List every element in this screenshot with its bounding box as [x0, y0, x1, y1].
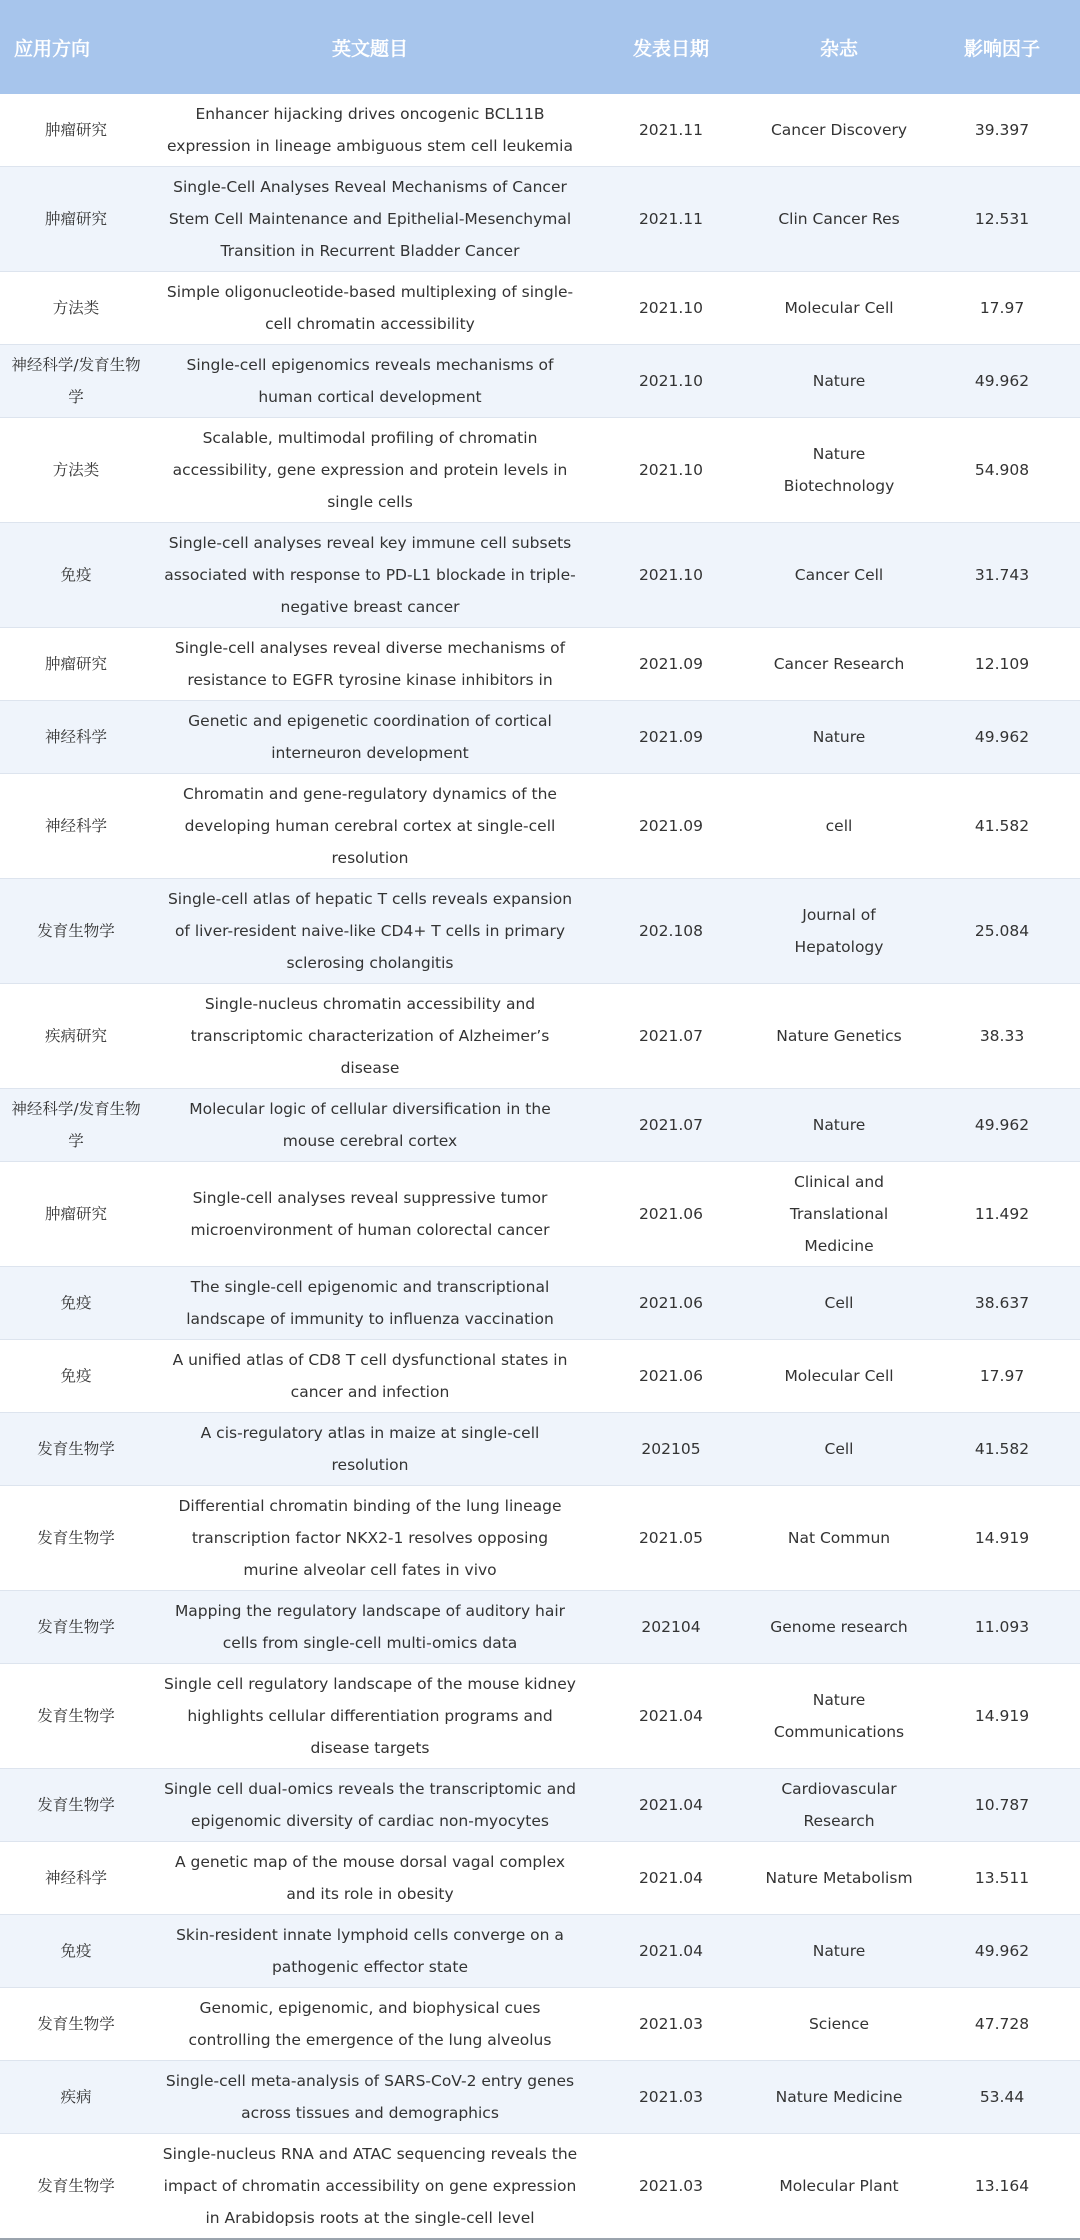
journal-cell: Nature Medicine — [754, 2061, 924, 2134]
title-cell: Genetic and epigenetic coordination of cortical interneuron development — [152, 701, 588, 774]
date-cell: 2021.10 — [588, 272, 754, 345]
header-date: 发表日期 — [632, 37, 709, 60]
table-row — [0, 1089, 1080, 1162]
journal-cell: Nature Biotechnology — [754, 418, 924, 523]
table-row — [0, 879, 1080, 984]
table-row — [0, 1340, 1080, 1413]
title-cell: Enhancer hijacking drives oncogenic BCL11B expression in lineage ambiguous stem cell leukemia — [152, 94, 588, 167]
date-cell: 2021.11 — [588, 167, 754, 272]
impact-factor-cell: 49.962 — [924, 701, 1080, 774]
table-body — [0, 94, 1080, 2239]
table-row — [0, 94, 1080, 167]
date-cell: 202105 — [588, 1413, 754, 1486]
impact-factor-cell: 54.908 — [924, 418, 1080, 523]
table-row — [0, 345, 1080, 418]
table-row — [0, 1162, 1080, 1267]
date-cell: 2021.11 — [588, 94, 754, 167]
impact-factor-cell: 10.787 — [924, 1769, 1080, 1842]
field-cell: 神经科学 — [0, 774, 152, 879]
title-cell: Skin-resident innate lymphoid cells converge on a pathogenic effector state — [152, 1915, 588, 1988]
field-cell: 肿瘤研究 — [0, 628, 152, 701]
journal-cell: Cancer Discovery — [754, 94, 924, 167]
date-cell: 2021.04 — [588, 1915, 754, 1988]
journal-cell: Science — [754, 1988, 924, 2061]
table-row — [0, 2061, 1080, 2134]
title-cell: Single-nucleus RNA and ATAC sequencing reveals the impact of chromatin accessibility on gene expression in Arabidopsis roots at the single-cell level — [152, 2134, 588, 2240]
date-cell: 2021.03 — [588, 1988, 754, 2061]
journal-cell: Molecular Plant — [754, 2134, 924, 2240]
journal-cell: Cardiovascular Research — [754, 1769, 924, 1842]
table-row — [0, 1664, 1080, 1769]
title-cell: Single-Cell Analyses Reveal Mechanisms of Cancer Stem Cell Maintenance and Epithelial-Mesenchymal Transition in Recurrent Bladder Cancer — [152, 167, 588, 272]
field-cell: 疾病 — [0, 2061, 152, 2134]
title-cell: Single-cell analyses reveal suppressive tumor microenvironment of human colorectal cancer — [152, 1162, 588, 1267]
title-cell: Single-cell atlas of hepatic T cells reveals expansion of liver-resident naive-like CD4+ T cells in primary sclerosing cholangitis — [152, 879, 588, 984]
journal-cell: Nature — [754, 1915, 924, 1988]
date-cell: 2021.07 — [588, 984, 754, 1089]
impact-factor-cell: 41.582 — [924, 1413, 1080, 1486]
impact-factor-cell: 49.962 — [924, 1089, 1080, 1162]
field-cell: 发育生物学 — [0, 2134, 152, 2240]
journal-cell: Clin Cancer Res — [754, 167, 924, 272]
impact-factor-cell: 49.962 — [924, 345, 1080, 418]
date-cell: 2021.04 — [588, 1769, 754, 1842]
table-row — [0, 1769, 1080, 1842]
table-row — [0, 1486, 1080, 1591]
date-cell: 2021.09 — [588, 774, 754, 879]
title-cell: Single-cell meta-analysis of SARS-CoV-2 entry genes across tissues and demographics — [152, 2061, 588, 2134]
journal-cell: Nature — [754, 345, 924, 418]
field-cell: 神经科学/发育生物学 — [0, 1089, 152, 1162]
impact-factor-cell: 12.109 — [924, 628, 1080, 701]
impact-factor-cell: 13.164 — [924, 2134, 1080, 2240]
header-row — [0, 0, 1080, 94]
title-cell: A unified atlas of CD8 T cell dysfunctional states in cancer and infection — [152, 1340, 588, 1413]
impact-factor-cell: 53.44 — [924, 2061, 1080, 2134]
table-row — [0, 523, 1080, 628]
journal-cell: Molecular Cell — [754, 272, 924, 345]
date-cell: 2021.06 — [588, 1340, 754, 1413]
title-cell: Single-cell analyses reveal diverse mechanisms of resistance to EGFR tyrosine kinase inhibitors in — [152, 628, 588, 701]
field-cell: 发育生物学 — [0, 1486, 152, 1591]
journal-cell: Nat Commun — [754, 1486, 924, 1591]
journal-cell: Nature — [754, 701, 924, 774]
table-row — [0, 628, 1080, 701]
date-cell: 2021.04 — [588, 1664, 754, 1769]
table-row — [0, 1267, 1080, 1340]
field-cell: 免疫 — [0, 1267, 152, 1340]
title-cell: Chromatin and gene-regulatory dynamics of the developing human cerebral cortex at single-cell resolution — [152, 774, 588, 879]
date-cell: 202104 — [588, 1591, 754, 1664]
table-row — [0, 272, 1080, 345]
title-cell: The single-cell epigenomic and transcriptional landscape of immunity to influenza vaccination — [152, 1267, 588, 1340]
journal-cell: Nature — [754, 1089, 924, 1162]
journal-cell: Nature Genetics — [754, 984, 924, 1089]
field-cell: 神经科学 — [0, 701, 152, 774]
impact-factor-cell: 12.531 — [924, 167, 1080, 272]
field-cell: 发育生物学 — [0, 1988, 152, 2061]
title-cell: Simple oligonucleotide-based multiplexing of single-cell chromatin accessibility — [152, 272, 588, 345]
impact-factor-cell: 38.637 — [924, 1267, 1080, 1340]
field-cell: 发育生物学 — [0, 1413, 152, 1486]
title-cell: Molecular logic of cellular diversification in the mouse cerebral cortex — [152, 1089, 588, 1162]
table-row — [0, 774, 1080, 879]
field-cell: 发育生物学 — [0, 1664, 152, 1769]
field-cell: 肿瘤研究 — [0, 94, 152, 167]
field-cell: 方法类 — [0, 272, 152, 345]
journal-cell: Clinical and Translational Medicine — [754, 1162, 924, 1267]
table-row — [0, 984, 1080, 1089]
journal-cell: cell — [754, 774, 924, 879]
journal-cell: Journal of Hepatology — [754, 879, 924, 984]
field-cell: 神经科学/发育生物学 — [0, 345, 152, 418]
impact-factor-cell: 14.919 — [924, 1664, 1080, 1769]
field-cell: 免疫 — [0, 523, 152, 628]
journal-cell: Cancer Cell — [754, 523, 924, 628]
title-cell: Scalable, multimodal profiling of chromatin accessibility, gene expression and protein levels in single cells — [152, 418, 588, 523]
title-cell: Differential chromatin binding of the lung lineage transcription factor NKX2-1 resolves opposing murine alveolar cell fates in vivo — [152, 1486, 588, 1591]
journal-cell: Cell — [754, 1413, 924, 1486]
impact-factor-cell: 17.97 — [924, 1340, 1080, 1413]
date-cell: 2021.09 — [588, 628, 754, 701]
date-cell: 2021.03 — [588, 2134, 754, 2240]
field-cell: 免疫 — [0, 1915, 152, 1988]
field-cell: 肿瘤研究 — [0, 1162, 152, 1267]
date-cell: 2021.09 — [588, 701, 754, 774]
date-cell: 2021.05 — [588, 1486, 754, 1591]
journal-cell: Nature Communications — [754, 1664, 924, 1769]
field-cell: 神经科学 — [0, 1842, 152, 1915]
date-cell: 2021.10 — [588, 418, 754, 523]
field-cell: 疾病研究 — [0, 984, 152, 1089]
impact-factor-cell: 11.492 — [924, 1162, 1080, 1267]
table-row — [0, 1413, 1080, 1486]
title-cell: A genetic map of the mouse dorsal vagal complex and its role in obesity — [152, 1842, 588, 1915]
table-row — [0, 167, 1080, 272]
date-cell: 2021.10 — [588, 345, 754, 418]
table-row — [0, 1915, 1080, 1988]
field-cell: 发育生物学 — [0, 879, 152, 984]
impact-factor-cell: 17.97 — [924, 272, 1080, 345]
table-row — [0, 1988, 1080, 2061]
impact-factor-cell: 41.582 — [924, 774, 1080, 879]
journal-cell: Nature Metabolism — [754, 1842, 924, 1915]
impact-factor-cell: 14.919 — [924, 1486, 1080, 1591]
title-cell: Single-cell analyses reveal key immune cell subsets associated with response to PD-L1 blockade in triple-negative breast cancer — [152, 523, 588, 628]
title-cell: Single cell dual-omics reveals the transcriptomic and epigenomic diversity of cardiac non-myocytes — [152, 1769, 588, 1842]
table-row — [0, 1842, 1080, 1915]
impact-factor-cell: 38.33 — [924, 984, 1080, 1089]
table-row — [0, 1591, 1080, 1664]
header-field: 应用方向 — [14, 37, 91, 60]
date-cell: 2021.04 — [588, 1842, 754, 1915]
date-cell: 2021.06 — [588, 1162, 754, 1267]
date-cell: 2021.10 — [588, 523, 754, 628]
date-cell: 2021.07 — [588, 1089, 754, 1162]
field-cell: 方法类 — [0, 418, 152, 523]
table-row — [0, 418, 1080, 523]
date-cell: 202.108 — [588, 879, 754, 984]
table-row — [0, 2134, 1080, 2240]
field-cell: 免疫 — [0, 1340, 152, 1413]
impact-factor-cell: 47.728 — [924, 1988, 1080, 2061]
field-cell: 肿瘤研究 — [0, 167, 152, 272]
title-cell: Single-nucleus chromatin accessibility and transcriptomic characterization of Alzheimer’s disease — [152, 984, 588, 1089]
field-cell: 发育生物学 — [0, 1591, 152, 1664]
table-row — [0, 701, 1080, 774]
title-cell: A cis-regulatory atlas in maize at single-cell resolution — [152, 1413, 588, 1486]
date-cell: 2021.06 — [588, 1267, 754, 1340]
header-title: 英文题目 — [331, 37, 408, 60]
journal-cell: Molecular Cell — [754, 1340, 924, 1413]
journal-cell: Cell — [754, 1267, 924, 1340]
title-cell: Mapping the regulatory landscape of auditory hair cells from single-cell multi-omics data — [152, 1591, 588, 1664]
title-cell: Single cell regulatory landscape of the mouse kidney highlights cellular differentiation programs and disease targets — [152, 1664, 588, 1769]
impact-factor-cell: 13.511 — [924, 1842, 1080, 1915]
header-impact-factor: 影响因子 — [963, 37, 1040, 60]
header-journal: 杂志 — [819, 37, 858, 60]
impact-factor-cell: 31.743 — [924, 523, 1080, 628]
field-cell: 发育生物学 — [0, 1769, 152, 1842]
impact-factor-cell: 49.962 — [924, 1915, 1080, 1988]
journal-cell: Genome research — [754, 1591, 924, 1664]
table-header — [0, 0, 1080, 94]
impact-factor-cell: 39.397 — [924, 94, 1080, 167]
journal-cell: Cancer Research — [754, 628, 924, 701]
title-cell: Single-cell epigenomics reveals mechanisms of human cortical development — [152, 345, 588, 418]
impact-factor-cell: 25.084 — [924, 879, 1080, 984]
date-cell: 2021.03 — [588, 2061, 754, 2134]
title-cell: Genomic, epigenomic, and biophysical cues controlling the emergence of the lung alveolus — [152, 1988, 588, 2061]
impact-factor-cell: 11.093 — [924, 1591, 1080, 1664]
